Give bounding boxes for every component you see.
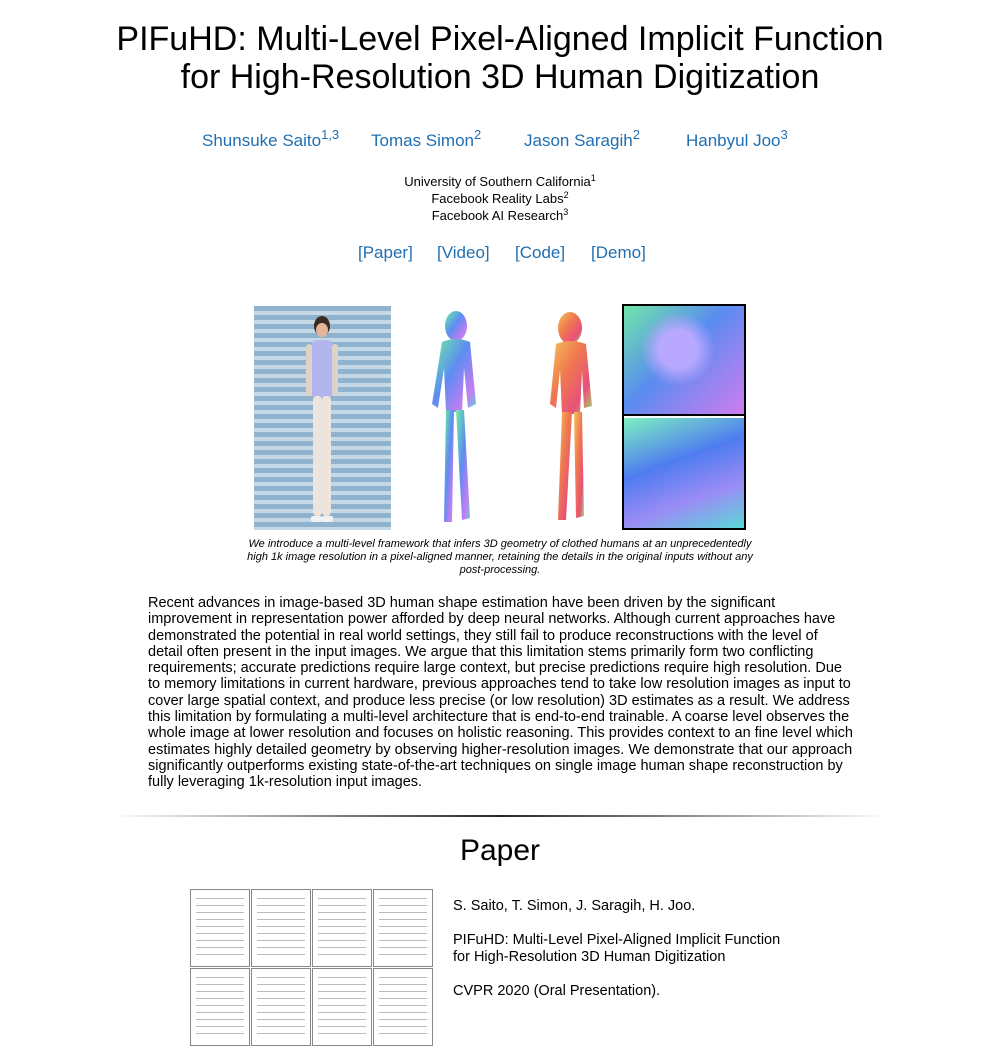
paper-page-thumbnail[interactable]	[251, 889, 311, 967]
thumbnail-text-line	[379, 1005, 427, 1006]
demo-link[interactable]: [Demo]	[591, 243, 646, 262]
paper-page-thumbnail[interactable]	[312, 889, 372, 967]
author-link-saito[interactable]: Shunsuke Saito$^{1,3}$	[202, 127, 340, 150]
citation-authors: S. Saito, T. Simon, J. Saragih, H. Joo.	[453, 898, 696, 914]
thumbnail-text-line	[379, 1026, 427, 1027]
thumbnail-text-line	[318, 919, 366, 920]
thumbnail-text-line	[257, 977, 305, 978]
thumbnail-text-line	[196, 1026, 244, 1027]
thumbnail-text-line	[379, 1019, 427, 1020]
thumbnail-text-line	[318, 984, 366, 985]
thumbnail-text-line	[257, 919, 305, 920]
author-link-joo[interactable]: Hanbyul Joo$^3$	[686, 127, 788, 150]
thumbnail-text-line	[318, 898, 366, 899]
thumbnail-text-line	[196, 1033, 244, 1034]
thumbnail-text-line	[379, 905, 427, 906]
thumbnail-text-line	[379, 998, 427, 999]
page-title-line-2: for High-Resolution 3D Human Digitization	[180, 58, 820, 96]
resource-links	[0, 243, 1000, 267]
thumbnail-text-line	[379, 933, 427, 934]
thumbnail-text-line	[318, 1033, 366, 1034]
affiliation-frl: Facebook Reality Labs$^2$	[431, 190, 569, 206]
thumbnail-text-line	[196, 1005, 244, 1006]
thumbnail-text-line	[318, 1005, 366, 1006]
thumbnail-text-line	[196, 919, 244, 920]
front-normal-mesh	[418, 308, 490, 530]
paper-thumbnails[interactable]	[190, 889, 435, 1009]
paper-citation	[453, 898, 853, 1017]
section-divider	[110, 815, 890, 817]
thumbnail-text-line	[318, 933, 366, 934]
thumbnail-text-line	[196, 933, 244, 934]
thumbnail-text-line	[257, 954, 305, 955]
thumbnail-text-line	[196, 984, 244, 985]
paper-page-thumbnail[interactable]	[373, 889, 433, 967]
thumbnail-text-line	[196, 998, 244, 999]
thumbnail-text-line	[379, 984, 427, 985]
thumbnail-text-line	[318, 912, 366, 913]
code-link[interactable]: [Code]	[515, 243, 566, 262]
paper-section-heading: Paper	[459, 834, 541, 867]
thumbnail-text-line	[257, 898, 305, 899]
paper-page-thumbnail[interactable]	[251, 968, 311, 1046]
thumbnail-text-line	[379, 1012, 427, 1013]
thumbnail-text-line	[379, 947, 427, 948]
thumbnail-text-line	[196, 977, 244, 978]
thumbnail-text-line	[196, 912, 244, 913]
teaser-figure	[254, 304, 746, 530]
zoom-inset-face	[624, 306, 744, 416]
thumbnail-text-line	[257, 1033, 305, 1034]
thumbnail-text-line	[257, 998, 305, 999]
paper-link[interactable]: [Paper]	[358, 243, 413, 262]
thumbnail-text-line	[318, 1026, 366, 1027]
paper-page-thumbnail[interactable]	[373, 968, 433, 1046]
thumbnail-text-line	[379, 991, 427, 992]
author-list	[0, 127, 1000, 161]
page-title-line-1: PIFuHD: Multi-Level Pixel-Aligned Implicit Function	[116, 20, 884, 58]
thumbnail-text-line	[196, 1019, 244, 1020]
thumbnail-text-line	[318, 991, 366, 992]
thumbnail-text-line	[257, 933, 305, 934]
teaser-caption: We introduce a multi-level framework that infers 3D geometry of clothed humans at an unprecedentedly high 1k image resolution in a pixel-aligned manner, retaining the details in the original inputs without any post-processing.	[247, 538, 753, 576]
paper-page-thumbnail[interactable]	[312, 968, 372, 1046]
thumbnail-text-line	[318, 954, 366, 955]
thumbnail-text-line	[196, 940, 244, 941]
citation-title: PIFuHD: Multi-Level Pixel-Aligned Implicit Function for High-Resolution 3D Human Digitization	[453, 932, 781, 965]
abstract-text: Recent advances in image-based 3D human shape estimation have been driven by the significant improvement in representation power afforded by deep neural networks. Although current approaches have demonstrated the potential in real world settings, they still fail to produce reconstructions with the level of detail often present in the input images. We argue that this limitation stems primarily form two conflicting requirements; accurate predictions require large context, but precise predictions require high resolution. Due to memory limitations in current hardware, previous approaches tend to take low resolution images as input to cover large spatial context, and produce less precise (or low resolution) 3D estimates as a result. We address this limitation by formulating a multi-level architecture that is end-to-end trainable. A coarse level observes the whole image at lower resolution and focuses on holistic reasoning. This provides context to an fine level which estimates highly detailed geometry by observing higher-resolution images. We demonstrate that our approach significantly outperforms existing state-of-the-art techniques on single image human shape reconstruction by fully leveraging 1k-resolution input images.	[148, 595, 853, 791]
thumbnail-text-line	[318, 998, 366, 999]
thumbnail-text-line	[257, 1005, 305, 1006]
thumbnail-text-line	[379, 898, 427, 899]
thumbnail-text-line	[257, 1012, 305, 1013]
thumbnail-text-line	[257, 991, 305, 992]
thumbnail-text-line	[257, 926, 305, 927]
thumbnail-text-line	[257, 984, 305, 985]
thumbnail-text-line	[379, 926, 427, 927]
thumbnail-text-line	[318, 977, 366, 978]
affiliation-usc: University of Southern California$^1$	[404, 173, 596, 189]
page-title	[0, 20, 1000, 96]
zoom-inset-arm	[624, 418, 744, 528]
thumbnail-text-line	[318, 905, 366, 906]
thumbnail-text-line	[257, 1019, 305, 1020]
thumbnail-text-line	[318, 1012, 366, 1013]
thumbnail-text-line	[257, 947, 305, 948]
thumbnail-text-line	[196, 898, 244, 899]
author-link-saragih[interactable]: Jason Saragih$^2$	[524, 127, 640, 150]
thumbnail-text-line	[196, 991, 244, 992]
citation-venue: CVPR 2020 (Oral Presentation).	[453, 983, 661, 999]
video-link[interactable]: [Video]	[437, 243, 490, 262]
input-photo	[254, 306, 391, 530]
thumbnail-text-line	[196, 926, 244, 927]
paper-page-thumbnail[interactable]	[190, 889, 250, 967]
thumbnail-text-line	[196, 1012, 244, 1013]
thumbnail-text-line	[379, 919, 427, 920]
thumbnail-text-line	[379, 954, 427, 955]
affiliation-list	[0, 173, 1000, 224]
affiliation-fair: Facebook AI Research$^3$	[431, 207, 569, 223]
thumbnail-text-line	[379, 1033, 427, 1034]
author-link-simon[interactable]: Tomas Simon$^2$	[371, 127, 482, 150]
thumbnail-text-line	[257, 940, 305, 941]
thumbnail-text-line	[257, 905, 305, 906]
thumbnail-text-line	[196, 954, 244, 955]
thumbnail-text-line	[318, 947, 366, 948]
thumbnail-text-line	[379, 912, 427, 913]
paper-page-thumbnail[interactable]	[190, 968, 250, 1046]
thumbnail-text-line	[379, 977, 427, 978]
thumbnail-text-line	[196, 905, 244, 906]
back-normal-mesh	[536, 308, 608, 530]
thumbnail-text-line	[318, 940, 366, 941]
zoom-inset-panel	[622, 304, 746, 530]
thumbnail-text-line	[318, 926, 366, 927]
thumbnail-text-line	[318, 1019, 366, 1020]
thumbnail-text-line	[196, 947, 244, 948]
thumbnail-text-line	[257, 1026, 305, 1027]
person-silhouette	[304, 312, 340, 530]
thumbnail-text-line	[257, 912, 305, 913]
thumbnail-text-line	[379, 940, 427, 941]
